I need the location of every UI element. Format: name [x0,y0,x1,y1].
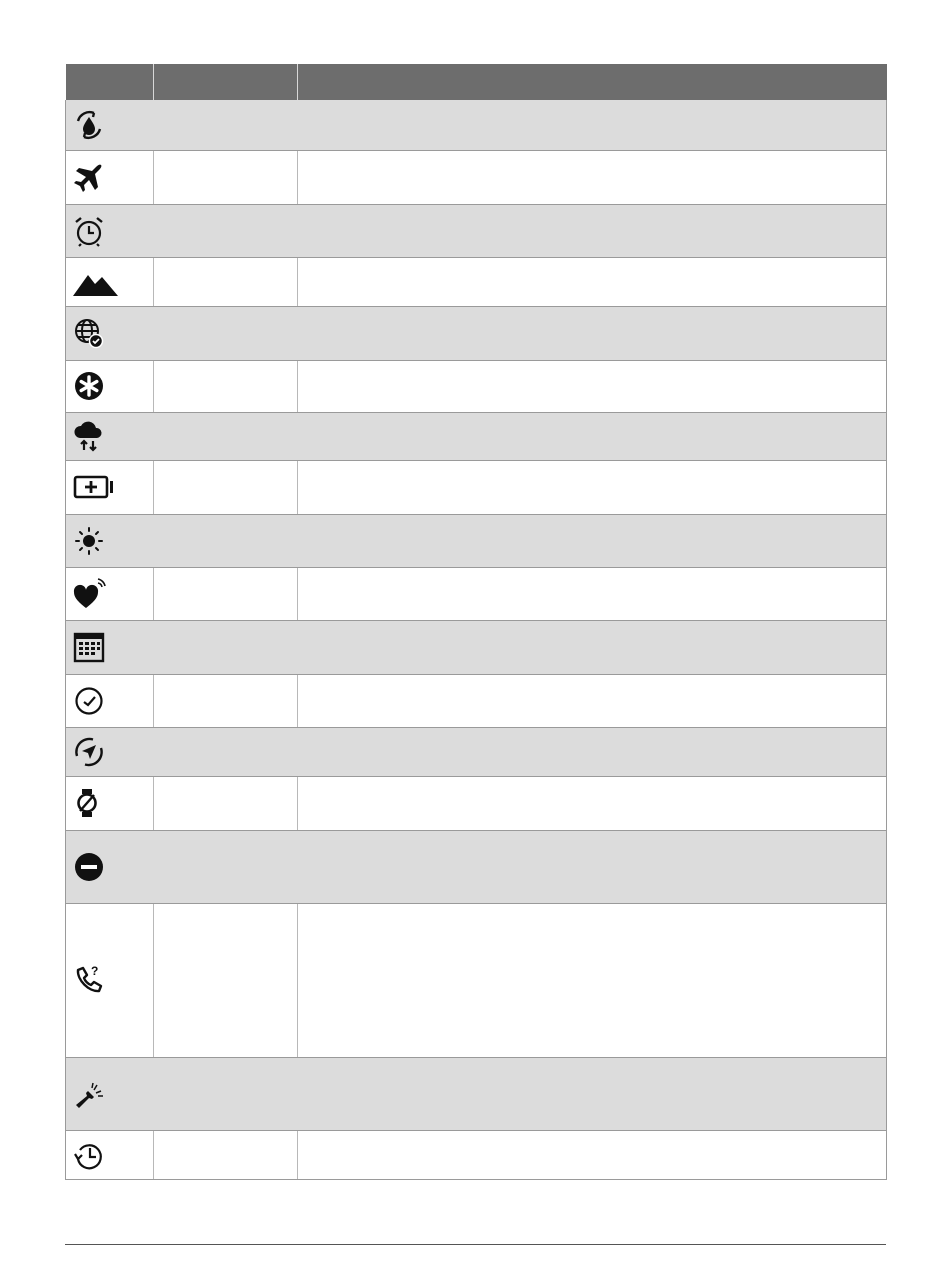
description-cell [298,776,887,830]
watch-off-icon [72,786,106,820]
name-cell [154,100,298,150]
battery-saver-icon [72,470,120,504]
table-row [66,830,887,903]
icon-cell[interactable] [66,257,154,306]
navigation-arrow-icon [72,735,106,769]
name-cell [154,620,298,674]
description-cell [298,903,887,1057]
mountain-icon [72,265,120,299]
globe-sync-icon [72,316,106,350]
airplane-icon [72,160,106,194]
name-cell [154,567,298,620]
description-cell [298,674,887,727]
name-cell [154,412,298,460]
do-not-disturb-icon [72,850,106,884]
description-cell [298,830,887,903]
table-row [66,360,887,412]
name-cell [154,204,298,257]
name-cell [154,830,298,903]
icon-cell[interactable] [66,460,154,514]
name-cell [154,360,298,412]
icon-cell[interactable] [66,567,154,620]
name-cell [154,776,298,830]
icon-cell[interactable] [66,514,154,567]
table-row [66,727,887,776]
description-cell [298,360,887,412]
table-row [66,412,887,460]
table-row [66,903,887,1057]
icon-cell[interactable] [66,306,154,360]
header-icon [66,64,154,100]
history-clock-icon [72,1138,106,1172]
icon-cell[interactable] [66,204,154,257]
table-row [66,1130,887,1179]
name-cell [154,514,298,567]
description-cell [298,460,887,514]
asterisk-circle-icon [72,369,106,403]
table-row [66,204,887,257]
name-cell [154,1130,298,1179]
icon-cell[interactable] [66,412,154,460]
description-cell [298,100,887,150]
icon-cell[interactable] [66,620,154,674]
icon-cell[interactable] [66,830,154,903]
description-cell [298,1130,887,1179]
icon-cell[interactable] [66,776,154,830]
description-cell [298,257,887,306]
water-lock-icon [72,108,106,142]
phone-question-icon [72,963,106,997]
heart-rate-broadcast-icon [72,577,106,611]
description-cell [298,204,887,257]
table-row [66,100,887,150]
description-cell [298,306,887,360]
clock-icon [72,684,106,718]
name-cell [154,150,298,204]
name-cell [154,306,298,360]
table-row [66,620,887,674]
icon-cell[interactable] [66,903,154,1057]
table-row [66,567,887,620]
icon-cell[interactable] [66,360,154,412]
table-header-row [66,64,887,100]
description-cell [298,567,887,620]
table-row [66,306,887,360]
calendar-icon [72,630,106,664]
cloud-sync-icon [72,419,106,453]
table-row [66,257,887,306]
alarm-clock-icon [72,214,106,248]
footer-divider [65,1244,886,1245]
name-cell [154,460,298,514]
icon-cell [66,100,154,150]
icon-cell[interactable] [66,1057,154,1130]
header-name [154,64,298,100]
header-description [298,64,887,100]
table-row [66,460,887,514]
brightness-icon [72,524,106,558]
name-cell [154,1057,298,1130]
icon-cell[interactable] [66,150,154,204]
description-cell [298,620,887,674]
name-cell [154,903,298,1057]
description-cell [298,727,887,776]
table-row [66,150,887,204]
table-row [66,1057,887,1130]
icon-cell[interactable] [66,1130,154,1179]
name-cell [154,674,298,727]
controls-table [65,64,887,1180]
name-cell [154,257,298,306]
table-row [66,776,887,830]
svg-text:?: ? [91,964,99,978]
table-row [66,514,887,567]
description-cell [298,514,887,567]
name-cell [154,727,298,776]
description-cell [298,1057,887,1130]
icon-cell[interactable] [66,674,154,727]
description-cell [298,412,887,460]
flashlight-icon [72,1077,106,1111]
description-cell [298,150,887,204]
table-row [66,674,887,727]
icon-cell[interactable] [66,727,154,776]
